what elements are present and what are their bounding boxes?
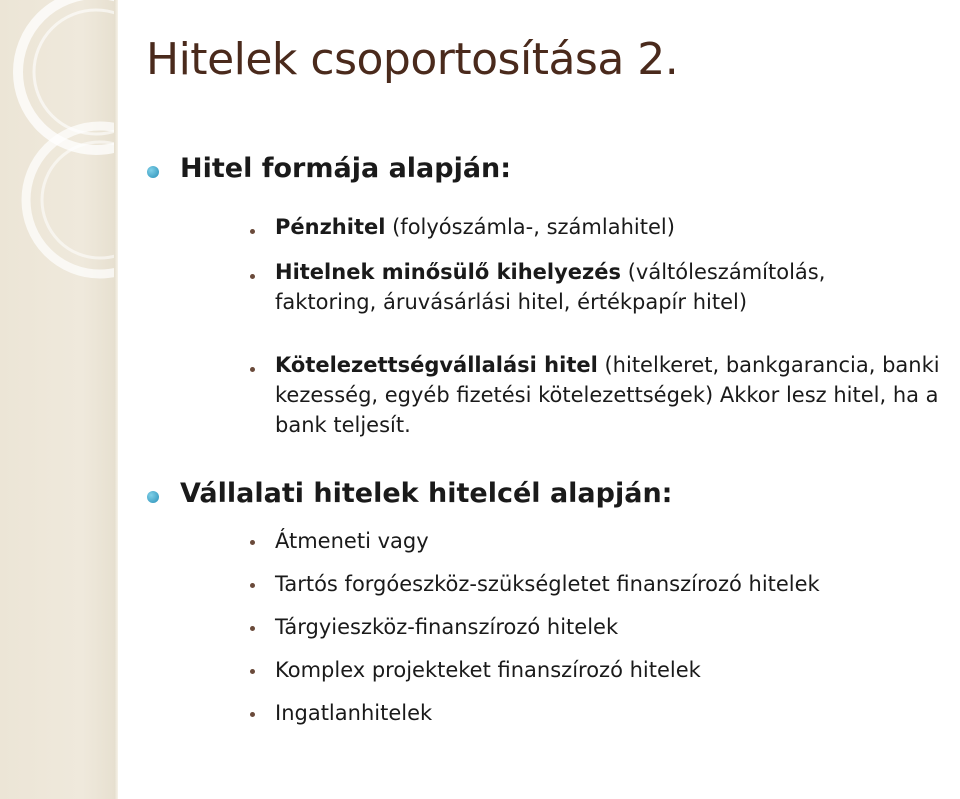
item-bullet-icon [250,669,255,674]
item-bullet-icon [250,540,255,545]
list-item-penzhitel [275,212,955,242]
decorative-circles-icon [0,0,118,799]
item-bullet-icon [250,229,255,234]
item-detail: (váltóleszámítolás, faktoring, áruvásárlási hitel, értékpapír hitel) [275,260,826,314]
list-item-targyieszkoz: Tárgyieszköz-finanszírozó hitelek [275,615,619,639]
strip-edge [114,0,118,799]
section-heading-purpose: Vállalati hitelek hitelcél alapján: [180,478,673,509]
item-bullet-icon [250,712,255,717]
item-term: Hitelnek minősülő kihelyezés [275,260,622,284]
section-bullet-icon [147,491,159,503]
list-item-kihelyezes [275,257,915,317]
item-term: Kötelezettségvállalási hitel [275,353,598,377]
item-bullet-icon [250,583,255,588]
decorative-left-strip [0,0,118,799]
item-detail: (folyószámla-, számlahitel) [385,215,675,239]
item-bullet-icon [250,626,255,631]
section-bullet-icon [147,166,159,178]
list-item-kotelezettsegvallalas [275,350,955,440]
slide-title: Hitelek csoportosítása 2. [146,34,679,85]
item-detail: (hitelkeret, bankgarancia, banki kezesség, egyéb fizetési kötelezettségek) Akkor lesz hitel, ha a bank teljesít. [275,353,940,437]
list-item-tartos: Tartós forgóeszköz-szükségletet finanszírozó hitelek [275,572,820,596]
item-bullet-icon [250,367,255,372]
section-heading-form: Hitel formája alapján: [180,153,512,184]
item-term: Pénzhitel [275,215,386,239]
list-item-ingatlan: Ingatlanhitelek [275,701,433,725]
item-bullet-icon [250,274,255,279]
list-item-atmeneti: Átmeneti vagy [275,529,429,553]
list-item-komplex: Komplex projekteket finanszírozó hitelek [275,658,701,682]
